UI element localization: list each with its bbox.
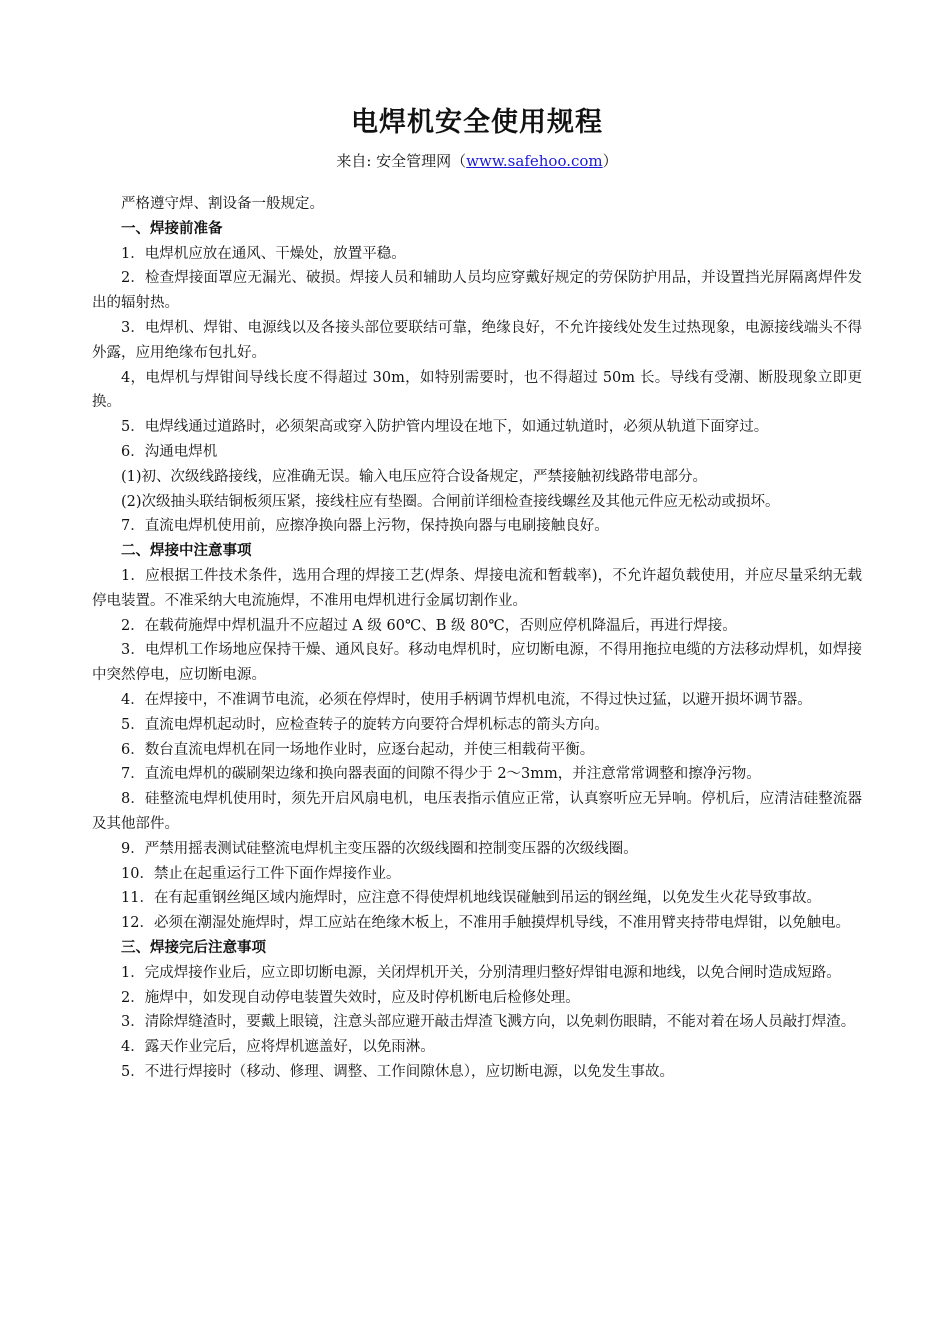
list-item: 1．完成焊接作业后，应立即切断电源，关闭焊机开关，分别清理归整好焊钳电源和地线，以免合闸时造成短路。: [121, 964, 841, 981]
list-item: 11．在有起重钢丝绳区域内施焊时，应注意不得使焊机地线误碰触到吊运的钢丝绳，以免发生火花导致事故。: [121, 890, 821, 907]
list-item: 8．硅整流电焊机使用时，须先开启风扇电机，电压表指示值应正常，认真察听应无异响。停机后，应清洁硅整流器及其他部件。: [92, 791, 862, 832]
list-item: 2．检查焊接面罩应无漏光、破损。焊接人员和辅助人员均应穿戴好规定的劳保防护用品，并设置挡光屏隔离焊件发出的辐射热。: [92, 270, 862, 312]
source-prefix: 来自: 安全管理网（: [336, 152, 467, 170]
list-item: 4，电焊机与焊钳间导线长度不得超过 30m，如特别需要时，也不得超过 50m 长。导线有受潮、断股现象立即更换。: [92, 369, 862, 411]
list-item: 5．直流电焊机起动时，应检查转子的旋转方向要符合焊机标志的箭头方向。: [121, 716, 609, 733]
list-item: (2)次级抽头联结铜板须压紧，接线柱应有垫圈。合闸前详细检查接线螺丝及其他元件应无松动或损坏。: [121, 493, 780, 510]
list-item: 1．应根据工件技术条件，选用合理的焊接工艺(焊条、焊接电流和暂载率)，不允许超负载使用，并应尽量采纳无载停电装置。不准采纳大电流施焊，不准用电焊机进行金属切割作业。: [92, 567, 862, 609]
list-item: 2．在载荷施焊中焊机温升不应超过 A 级 60℃、B 级 80℃，否则应停机降温后，再进行焊接。: [121, 617, 737, 634]
list-item: 5．电焊线通过道路时，必须架高或穿入防护管内埋设在地下，如通过轨道时，必须从轨道下面穿过。: [121, 419, 769, 436]
document-title: 电焊机安全使用规程: [351, 107, 603, 138]
list-item: 6．数台直流电焊机在同一场地作业时，应逐台起动，并使三相载荷平衡。: [121, 741, 595, 758]
list-item: 2．施焊中，如发现自动停电装置失效时，应及时停机断电后检修处理。: [121, 989, 580, 1006]
list-item: (1)初、次级线路接线，应准确无误。输入电压应符合设备规定，严禁接触初线路带电部分。: [121, 468, 708, 485]
list-item: 3．电焊机、焊钳、电源线以及各接头部位要联结可靠，绝缘良好，不允许接线处发生过热现象，电源接线端头不得外露，应用绝缘布包扎好。: [92, 319, 862, 361]
source-suffix: ）: [602, 152, 618, 170]
section-heading-3: 三、焊接完后注意事项: [121, 938, 266, 956]
list-item: 4．露天作业完后，应将焊机遮盖好，以免雨淋。: [121, 1039, 435, 1056]
list-item: 1．电焊机应放在通风、干燥处，放置平稳。: [121, 245, 406, 262]
list-item: 10．禁止在起重运行工件下面作焊接作业。: [121, 865, 401, 882]
list-item: 3．清除焊缝渣时，要戴上眼镜，注意头部应避开敲击焊渣飞溅方向，以免刺伤眼睛，不能对着在场人员敲打焊渣。: [121, 1014, 856, 1031]
section-heading-1: 一、焊接前准备: [121, 219, 223, 237]
intro-paragraph: 严格遵守焊、割设备一般规定。: [121, 196, 324, 212]
source-line: [92, 150, 862, 172]
list-item: 12．必须在潮湿处施焊时，焊工应站在绝缘木板上，不准用手触摸焊机导线，不准用臂夹持带电焊钳，以免触电。: [121, 915, 850, 932]
list-item: 3．电焊机工作场地应保持干燥、通风良好。移动电焊机时，应切断电源，不得用拖拉电缆的方法移动焊机，如焊接中突然停电，应切断电源。: [92, 642, 862, 684]
document-body: [92, 192, 862, 1085]
list-item: 5．不进行焊接时（移动、修理、调整、工作间隙休息），应切断电源，以免发生事故。: [121, 1063, 674, 1080]
document-page: [92, 104, 862, 1085]
list-item: 7．直流电焊机使用前，应擦净换向器上污物，保持换向器与电刷接触良好。: [121, 518, 609, 535]
list-item: 4．在焊接中，不准调节电流，必须在停焊时，使用手柄调节焊机电流，不得过快过猛，以避开损坏调节器。: [121, 691, 812, 708]
section-heading-2: 二、焊接中注意事项: [121, 542, 252, 560]
list-item: 9．严禁用摇表测试硅整流电焊机主变压器的次级线圈和控制变压器的次级线圈。: [121, 840, 638, 857]
list-item: 7．直流电焊机的碳刷架边缘和换向器表面的间隙不得少于 2～3mm，并注意常常调整和擦净污物。: [121, 766, 761, 783]
source-link[interactable]: www.safehoo.com: [466, 152, 603, 170]
list-item: 6．沟通电焊机: [121, 443, 218, 460]
